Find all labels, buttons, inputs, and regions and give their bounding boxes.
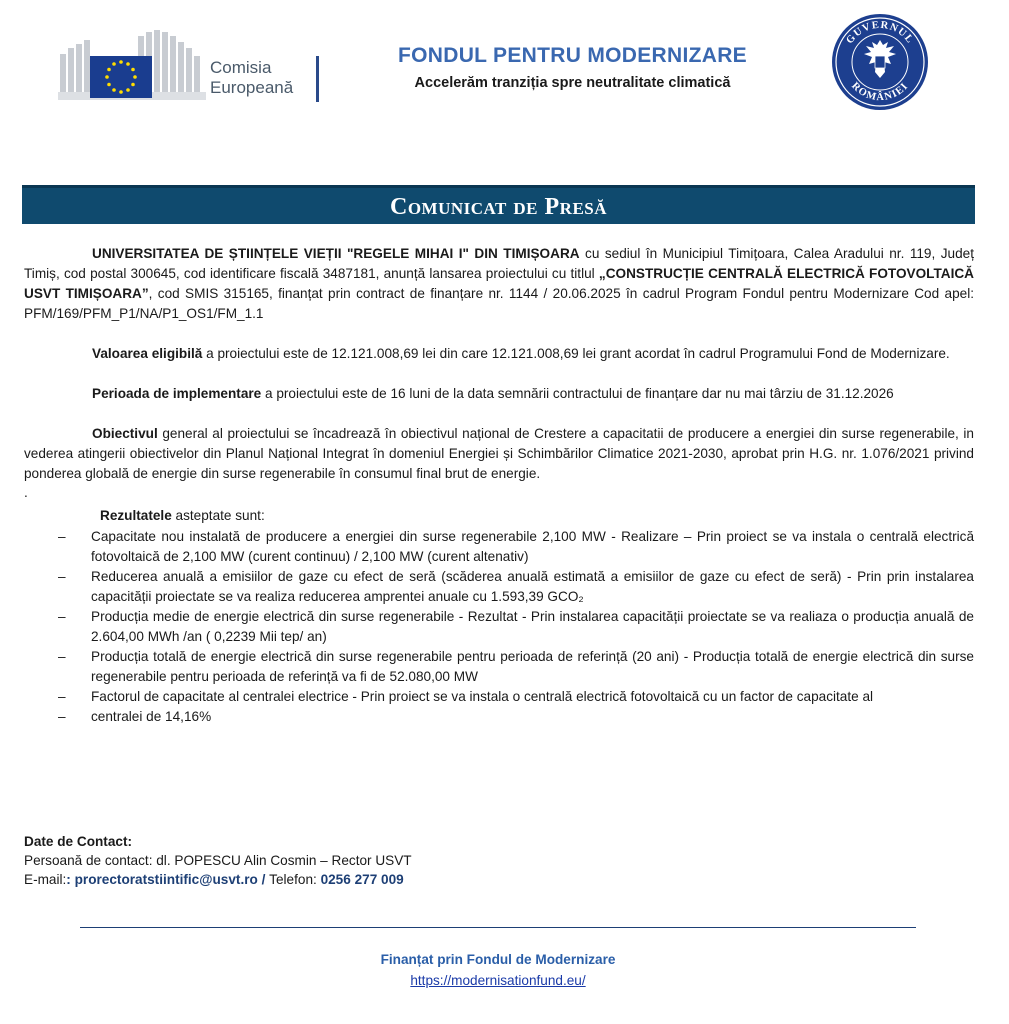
fund-subtitle: Accelerăm tranziția spre neutralitate climatică: [414, 75, 731, 91]
contact-block: [24, 832, 624, 889]
result-text: Producția medie de energie electrică din surse regenerabile - Rezultat - Prin instalarea capacității proiectate se va realiaza o producția anuală de 2.604,00 MWh /an ( 0,2239 Mii tep/ an): [91, 609, 974, 644]
dash-bullet: –: [58, 569, 66, 584]
period-text: a proiectului este de 16 luni de la data semnării contractului de finanțare dar nu mai târziu de 31.12.2026: [261, 386, 894, 401]
ec-divider: [316, 56, 319, 102]
results-heading: [24, 506, 974, 526]
intro-text-cont: , cod SMIS 315165, finanțat prin contract de finanțare nr. 1144 / 20.06.2025 în cadrul Program Fondul pentru Modernizare Cod apel: PFM/169/PFM_P1/NA/P1_OS1/FM_1.1: [24, 286, 974, 321]
objective-label: Obiectivul: [92, 426, 158, 441]
footer-divider: [80, 927, 916, 928]
project-title: „CONSTRUCȚIE CENTRALĂ ELECTRICĂ FOTOVOLTAICĂ USVT TIMIȘOARA”: [24, 266, 974, 301]
list-item: [24, 687, 974, 707]
objective-text: general al proiectului se încadrează în obiectivul național de Crestere a capacitatii de producere a energiei din surse regenerabile, in vederea atingerii obiectivelor din Planul Național Integrat în domeniul Energiei și Schimbărilor Climatice 2021-2030, aprobat prin H.G. nr. 1.076/2021 privind ponderea globală de energie din surse regenerabile în consumul final brut de energie.: [24, 426, 974, 481]
result-text: centralei de 14,16%: [91, 709, 212, 724]
objective-paragraph: [24, 424, 974, 484]
contact-separator: /: [257, 872, 270, 887]
period-label: Perioada de implementare: [92, 386, 262, 401]
page-header: [0, 0, 1009, 120]
seal-text-top: GUVERNUL: [844, 19, 916, 47]
list-item: [24, 567, 974, 607]
press-release-body: [24, 244, 974, 727]
list-item: [24, 527, 974, 567]
fund-title: FONDUL PENTRU MODERNIZARE: [398, 44, 747, 67]
results-text: asteptate sunt:: [171, 508, 265, 523]
email-link[interactable]: prorectoratstiintific@usvt.ro: [74, 872, 258, 887]
stray-dot: .: [24, 485, 28, 500]
email-label: E-mail:: [24, 872, 67, 887]
ec-name: [210, 58, 293, 98]
contact-heading: Date de Contact:: [24, 834, 133, 849]
contact-person: Persoană de contact: dl. POPESCU Alin Cosmin – Rector USVT: [24, 853, 412, 868]
results-label: Rezultatele: [100, 508, 172, 523]
value-label: Valoarea eligibilă: [92, 346, 203, 361]
seal-text-bottom: ROMÂNIEI: [849, 80, 911, 104]
footer-title: Finanțat prin Fondul de Modernizare: [380, 952, 616, 967]
ec-building-icon: [58, 26, 208, 102]
dash-bullet: –: [58, 529, 66, 544]
phone-label: Telefon:: [269, 872, 321, 887]
list-item: [24, 647, 974, 687]
intro-text: cu sediul în Municipiul Timițoara, Calea Aradului nr. 119, Județ Timiș, cod postal 300645, cod identificare fiscală 3487181, anunță lansarea proiectului cu titlul: [24, 246, 974, 281]
value-text: a proiectului este de 12.121.008,69 lei din care 12.121.008,69 lei grant acordat în cadrul Programului Fond de Modernizare.: [202, 346, 950, 361]
ec-name-line2: Europeană: [210, 78, 294, 97]
result-text: Reducerea anuală a emisiilor de gaze cu efect de seră (scăderea anuală estimată a emisiilor de gaze cu efect de seră) - Prin prin instalarea capacității proiectate se va realiza reducerea amprentei anuale cu 1.593,39 GCO₂: [91, 569, 974, 604]
result-text: Factorul de capacitate al centralei electrice - Prin proiect se va instala o centrală electrică fotovoltaică cu un factor de capacitate al: [91, 689, 874, 704]
press-release-banner: [22, 185, 975, 224]
results-list: [24, 527, 974, 727]
dash-bullet: –: [58, 689, 66, 704]
list-item: [24, 607, 974, 647]
government-seal-icon: [830, 12, 930, 112]
footer-link[interactable]: https://modernisationfund.eu/: [410, 973, 586, 988]
dash-bullet: –: [58, 609, 66, 624]
european-commission-logo: [58, 26, 326, 102]
dash-bullet: –: [58, 709, 66, 724]
period-paragraph: [24, 384, 974, 404]
email-colon: :: [66, 872, 75, 887]
university-name: UNIVERSITATEA DE ȘTIINȚELE VIEȚII "REGELE MIHAI I" DIN TIMIȘOARA: [92, 246, 580, 261]
list-item: [24, 707, 974, 727]
dash-bullet: –: [58, 649, 66, 664]
banner-title: Comunicat de Presă: [389, 194, 608, 220]
contact-line: [24, 870, 624, 889]
result-text: Producția totală de energie electrică din surse regenerabile pentru perioada de referință (20 ani) - Producția totală de energie electrică din surse regenerabile pentru perioada de referință va fi de 52.080,00 MW: [91, 649, 974, 684]
result-text: Capacitate nou instalată de producere a energiei din surse regenerabile 2,100 MW - Realizare – Prin proiect se va instala o centrală electrică fotovoltaică de 2,100 MW (curent continuu) / 2,100 MW (curent altenativ): [91, 529, 974, 564]
value-paragraph: [24, 344, 974, 364]
ec-name-line1: Comisia: [210, 58, 272, 77]
intro-paragraph: [24, 244, 974, 324]
phone-number: 0256 277 009: [320, 872, 404, 887]
